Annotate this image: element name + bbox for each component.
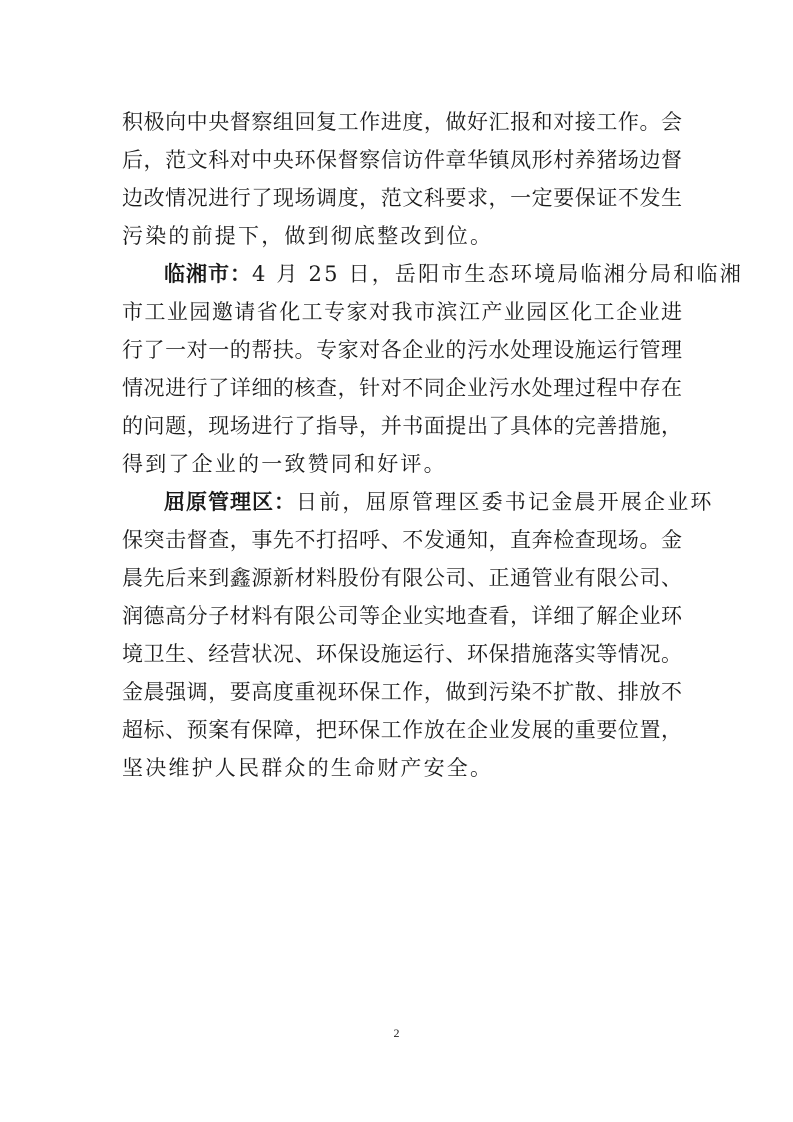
text-line-first bbox=[164, 259, 743, 289]
text-span: 4 月 25 日，岳阳市生态环境局临湘分局和临湘 bbox=[252, 262, 743, 286]
text-line: 坚决维护人民群众的生命财产安全。 bbox=[122, 756, 494, 780]
text-line: 金晨强调，要高度重视环保工作，做到污染不扩散、排放不 bbox=[122, 680, 682, 704]
text-span: 日前，屈原管理区委书记金晨开展企业环 bbox=[296, 490, 714, 514]
text-line: 后，范文科对中央环保督察信访件章华镇凤形村养猪场边督 bbox=[122, 148, 682, 172]
paragraph-lead-linxiang: 临湘市： bbox=[164, 262, 252, 286]
text-line: 超标、预案有保障，把环保工作放在企业发展的重要位置， bbox=[122, 718, 682, 742]
page-number: 2 bbox=[393, 1026, 400, 1040]
text-line: 边改情况进行了现场调度，范文科要求，一定要保证不发生 bbox=[122, 186, 682, 210]
text-line: 晨先后来到鑫源新材料股份有限公司、正通管业有限公司、 bbox=[122, 566, 682, 590]
text-line: 市工业园邀请省化工专家对我市滨江产业园区化工企业进 bbox=[122, 300, 682, 324]
text-line: 行了一对一的帮扶。专家对各企业的污水处理设施运行管理 bbox=[122, 338, 682, 362]
text-line: 积极向中央督察组回复工作进度，做好汇报和对接工作。会 bbox=[122, 110, 682, 134]
text-line-first bbox=[164, 487, 714, 517]
text-line: 的问题，现场进行了指导，并书面提出了具体的完善措施， bbox=[122, 414, 682, 438]
text-line: 境卫生、经营状况、环保设施运行、环保措施落实等情况。 bbox=[122, 642, 682, 666]
text-line: 得到了企业的一致赞同和好评。 bbox=[122, 452, 447, 476]
text-line: 保突击督查，事先不打招呼、不发通知，直奔检查现场。金 bbox=[122, 528, 682, 552]
paragraph-lead-quyuan: 屈原管理区： bbox=[164, 490, 296, 514]
text-line: 润德高分子材料有限公司等企业实地查看，详细了解企业环 bbox=[122, 604, 682, 628]
text-line: 污染的前提下，做到彻底整改到位。 bbox=[122, 224, 494, 248]
text-line: 情况进行了详细的核查，针对不同企业污水处理过程中存在 bbox=[122, 376, 682, 400]
